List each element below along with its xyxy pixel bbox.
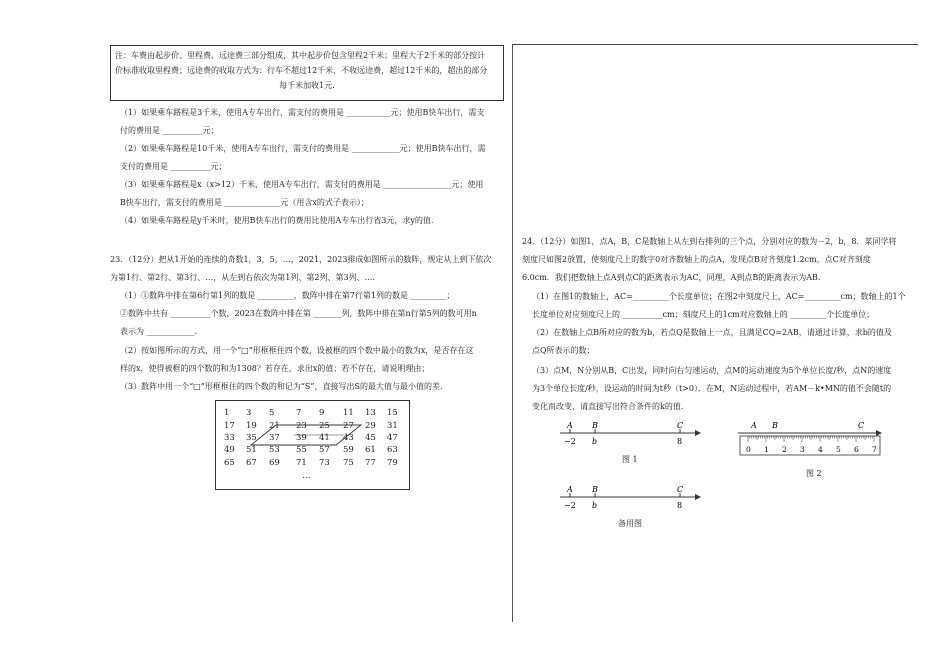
q24-2-line-b: 点Q所表示的数； (532, 346, 595, 355)
fig3-label-b: B (592, 485, 598, 494)
ruler-number: 6 (854, 445, 859, 454)
fig1-value-c: 8 (677, 437, 683, 446)
array-cell: 73 (319, 458, 330, 468)
array-cell: 69 (269, 458, 280, 468)
note-line-1: 注：车费由起步价、里程费、远途费三部分组成，其中起步价包含里程2千米；里程大于2千米的部分按计 (115, 51, 486, 60)
q23-1-line-b: ②数阵中共有 __________个数，2023在数阵中排在第 _______列，数阵中排在第n行第5列的数可用n (120, 309, 477, 318)
array-cell: 67 (246, 458, 257, 468)
fig1-value-b: b (592, 437, 598, 446)
q23-stem-line-a: 23．（12分）把从1开始的连续的奇数1，3，5，…，2021，2023排成如图所示的数阵，规定从上到下依次 (110, 255, 492, 264)
q24-1-line-b: 长度单位对应刻度尺上的 __________cm；刻度尺上的1cm对应数轴上的 _________个长度单位； (532, 310, 875, 319)
q24-1-line-a: （1）在图1的数轴上，AC=_________个长度单位；在图2中刻度尺上，AC=_________cm；数轴上的1个 (532, 292, 906, 301)
q23-1-line-a: （1）①数阵中排在第6行第1列的数是 _________，数阵中排在第7行第1列的数是 _________； (120, 291, 455, 300)
array-cell: 37 (269, 433, 280, 443)
fig2-label-c: C (858, 421, 865, 430)
array-cell: 13 (365, 408, 376, 418)
array-cell: 3 (246, 408, 252, 418)
odd-number-array (215, 400, 410, 490)
q23-stem-line-b: 为第1行、第2行、第3行、…，从左到右依次为第1列、第2列、第3列、…. (110, 273, 376, 282)
figure-2-ruler (736, 420, 886, 458)
q24-part3 (532, 362, 891, 416)
q22-part4: （4）如果乘车路程是y千米时，使用B快车出行的费用比使用A专车出行省3元，求y的值. (120, 216, 434, 225)
fig1-value-a: −2 (564, 437, 576, 446)
array-cell: 77 (365, 458, 376, 468)
array-cell: 21 (269, 421, 280, 431)
array-cell: 63 (387, 445, 398, 455)
array-cell: 65 (224, 458, 235, 468)
fare-note-box (110, 45, 504, 101)
figure-1-number-line (555, 420, 705, 450)
array-cell: 53 (269, 445, 280, 455)
ruler-number: 5 (836, 445, 841, 454)
q22-2-line-a: （2）如果乘车路程是10千米，使用A专车出行，需支付的费用是 ____________元；使用B快车出行，需 (120, 144, 486, 153)
array-cell: 9 (319, 408, 325, 418)
spare-figure-number-line (555, 484, 705, 514)
array-cell: 23 (296, 421, 307, 431)
array-ellipsis: … (302, 471, 311, 481)
note-line-3: 每千米加收1元. (279, 81, 335, 90)
q22-part1 (120, 104, 484, 140)
top-rule (512, 44, 918, 45)
fig3-value-b: b (592, 501, 598, 510)
q24-stem-line-c: 6.0cm．我们把数轴上点A到点C的距离表示为AC，同理，A到点B的距离表示为AB. (522, 273, 821, 282)
fig2-label-a: A (751, 421, 757, 430)
array-cell: 7 (296, 408, 302, 418)
fig3-value-c: 8 (677, 501, 683, 510)
q23-1-line-c: 表示为 ____________. (120, 327, 198, 336)
q23-2-line-a: （2）按如图所示的方式，用一个“□”形框框住四个数，设被框的四个数中最小的数为x，是否存在这 (120, 346, 474, 355)
q24-part2 (532, 324, 892, 360)
fig2-label-b: B (772, 421, 778, 430)
fig1-label-b: B (592, 421, 598, 430)
fig3-value-a: −2 (564, 501, 576, 510)
array-cell: 33 (224, 433, 235, 443)
array-cell: 55 (296, 445, 307, 455)
ruler-number: 2 (782, 445, 787, 454)
q23-2-line-b: 样的x，使得被框的四个数的和为1308？若存在，求出x的值；若不存在，请说明理由； (120, 364, 430, 373)
array-cell: 43 (343, 433, 354, 443)
q24-3-line-b: 为3个单位长度/秒，设运动的时间为t秒（t>0）．在M，N运动过程中，若AM－k•MN的值不会随t的 (532, 384, 892, 393)
q23-part3: （3）数阵中用一个“□”形框框住的四个数的和记为“S”，直接写出S的最大值与最小值的差. (120, 382, 443, 391)
q22-1-line-b: 付的费用是 __________元； (120, 126, 219, 135)
array-cell: 17 (224, 421, 235, 431)
q24-stem (522, 233, 897, 287)
q22-2-line-b: 支付的费用是 __________元； (120, 162, 227, 171)
q24-stem-line-b: 刻度尺如图2放置，使刻度尺上的数字0对齐数轴上的点A，发现点B对齐刻度1.2cm，点C对齐刻度 (522, 255, 871, 264)
array-cell: 49 (224, 445, 235, 455)
array-cell: 31 (387, 421, 398, 431)
q22-3-line-b: B快车出行，需支付的费用是 ______________元（用含x的式子表示）； (120, 198, 369, 207)
q24-3-line-c: 变化而改变，请直接写出符合条件的k的值. (532, 402, 684, 411)
array-cell: 59 (343, 445, 354, 455)
s-frame-shape (216, 401, 409, 489)
q24-3-line-a: （3）点M，N分别从B，C出发，同时向右匀速运动，点M的运动速度为5个单位长度/秒，点N的速度 (532, 366, 892, 375)
q24-stem-line-a: 24．（12分）如图1，点A，B，C是数轴上从左到右排列的三个点，分别对应的数为－2，b，8．某同学将 (522, 237, 897, 246)
ruler-number: 0 (746, 445, 751, 454)
array-cell: 15 (387, 408, 398, 418)
array-cell: 5 (269, 408, 275, 418)
array-cell: 25 (319, 421, 330, 431)
ruler-number: 1 (764, 445, 769, 454)
array-cell: 41 (319, 433, 330, 443)
array-cell: 79 (387, 458, 398, 468)
ruler-ticks (746, 436, 877, 454)
array-cell: 1 (224, 408, 230, 418)
fig3-label-c: C (677, 485, 684, 494)
fig3-label-a: A (567, 485, 573, 494)
note-line-2: 价标准收取里程费；远途费的收取方式为：行车不超过12千米，不收远途费，超过12千米的，超出的部分 (115, 66, 488, 75)
array-cell: 39 (296, 433, 307, 443)
fig1-label-a: A (567, 421, 573, 430)
array-cell: 71 (296, 458, 307, 468)
array-cell: 51 (246, 445, 257, 455)
q22-1-line-a: （1）如果乘车路程是3千米，使用A专车出行，需支付的费用是 ___________元；使用B快车出行，需支 (120, 108, 485, 117)
array-cell: 75 (343, 458, 354, 468)
q22-part2 (120, 140, 485, 176)
q24-2-line-a: （2）在数轴上点B所对应的数为b，若点Q是数轴上一点，且满足CQ=2AB，请通过计算，求b的值及 (532, 328, 892, 337)
q22-part3 (120, 176, 483, 212)
array-cell: 57 (319, 445, 330, 455)
q23-part2 (120, 342, 473, 378)
array-cell: 29 (365, 421, 376, 431)
array-cell: 45 (365, 433, 376, 443)
column-divider (512, 44, 513, 622)
ruler-number: 7 (872, 445, 877, 454)
q23-part1 (120, 287, 477, 341)
array-cell: 11 (343, 408, 354, 418)
fig1-label-c: C (677, 421, 684, 430)
spare-figure-caption: 备用图 (618, 519, 642, 528)
figure-1-caption: 图 1 (622, 455, 638, 464)
array-cell: 61 (365, 445, 376, 455)
array-cell: 47 (387, 433, 398, 443)
array-cell: 35 (246, 433, 257, 443)
array-cell: 19 (246, 421, 257, 431)
figure-2-caption: 图 2 (806, 469, 822, 478)
ruler-number: 4 (818, 445, 823, 454)
q24-part1 (532, 288, 906, 324)
ruler-number: 3 (800, 445, 805, 454)
q22-3-line-a: （3）如果乘车路程是x（x>12）千米，使用A专车出行，需支付的费用是 _________________元；使用 (120, 180, 484, 189)
q23-stem (110, 251, 491, 287)
array-cell: 27 (343, 421, 354, 431)
